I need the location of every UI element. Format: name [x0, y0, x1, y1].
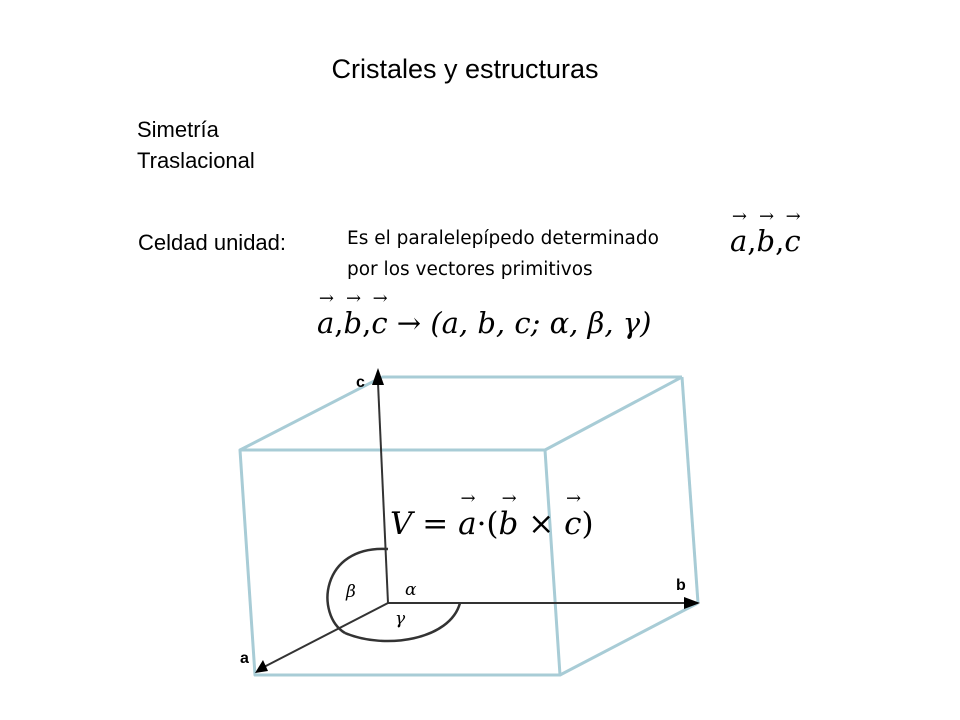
vector-b-symbol: b: [756, 224, 776, 258]
comma: ,: [362, 306, 372, 340]
vector-b: [498, 488, 519, 542]
axis-b-label: b: [676, 577, 686, 594]
vector-b-symbol: b: [343, 306, 363, 340]
unit-cell-description-line1: Es el paralelepípedo determinado: [347, 228, 659, 249]
unit-cell-label: Celdad unidad:: [138, 230, 287, 255]
close-paren: ): [581, 506, 594, 542]
vector-c: [564, 488, 582, 542]
vector-arrow-icon: →: [460, 488, 476, 509]
vector-a-symbol: a: [317, 306, 335, 340]
vector-c-symbol: c: [784, 224, 801, 258]
vector-arrow-icon: →: [759, 206, 775, 227]
vector-a-symbol: a: [730, 224, 748, 258]
vector-c-symbol: c: [371, 306, 388, 340]
top-right-edge: [545, 377, 682, 450]
cross-operator: ×: [528, 506, 555, 542]
symmetry-label-line2: Traslacional: [137, 148, 255, 173]
gamma-label: γ: [395, 609, 406, 629]
slide-title: Cristales y estructuras: [331, 54, 599, 84]
symmetry-label-line1: Simetría: [137, 117, 219, 142]
alpha-beta-arc: [327, 549, 388, 633]
vector-b-symbol: b: [498, 506, 519, 542]
axis-a-line: [262, 603, 388, 668]
axis-c-line: [378, 383, 388, 603]
lattice-parameters: (a, b, c; α, β, γ): [430, 306, 652, 340]
beta-label: β: [346, 582, 356, 602]
bottom-right-edge: [560, 603, 698, 675]
volume-lhs: V =: [390, 506, 449, 542]
vector-arrow-icon: →: [731, 206, 747, 227]
axis-a-label: a: [240, 650, 249, 667]
maps-to-arrow: →: [396, 306, 422, 340]
unit-cell-description-line2: por los vectores primitivos: [347, 259, 593, 280]
volume-equation: [390, 488, 594, 542]
comma: ,: [775, 224, 785, 258]
alpha-label: α: [405, 580, 417, 600]
back-right-edge: [682, 377, 698, 603]
comma: ,: [334, 306, 344, 340]
vector-arrow-icon: →: [346, 288, 362, 309]
comma: ,: [747, 224, 757, 258]
vector-arrow-icon: →: [565, 488, 582, 509]
vector-a: [458, 488, 477, 542]
dot-operator: ·: [476, 506, 487, 542]
vector-arrow-icon: →: [318, 288, 334, 309]
vector-c-symbol: c: [564, 506, 582, 542]
vector-arrow-icon: →: [372, 288, 388, 309]
vector-a-symbol: a: [458, 506, 477, 542]
vector-arrow-icon: →: [785, 206, 801, 227]
vector-arrow-icon: →: [501, 488, 517, 509]
open-paren: (: [486, 506, 499, 542]
axis-c-label: c: [356, 374, 365, 391]
